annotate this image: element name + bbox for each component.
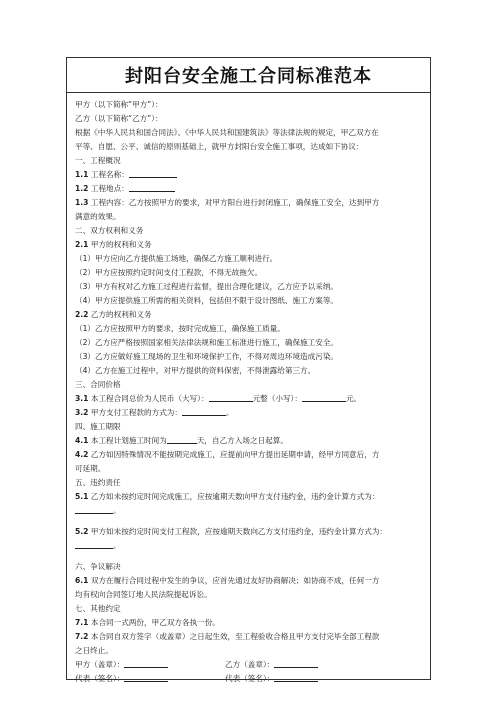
- fill-blank: [302, 392, 346, 402]
- clause-1-1: [75, 168, 424, 182]
- clause-text: 本合同自双方签字（或盖章）之日起生效，至工程验收合格且甲方支付完毕全部工程款: [90, 632, 380, 641]
- clause-5-2-cont: [75, 539, 424, 553]
- fill-blank: [129, 182, 175, 192]
- clause-text: 。: [113, 541, 121, 550]
- clause-number: 2.2: [75, 310, 89, 319]
- list-item: （4）乙方在施工过程中，对甲方提供的资料保密，不得泄露给第三方。: [75, 366, 316, 375]
- party-a-representative: [75, 672, 225, 686]
- clause-text: 。: [226, 408, 234, 417]
- clause-text: 本工程计划施工时间为: [90, 436, 167, 445]
- party-b-seal: [225, 658, 375, 672]
- section-1-heading: 一、工程概况: [75, 156, 121, 165]
- clause-number: 3.1: [75, 394, 89, 403]
- list-item: （2）乙方应严格按照国家相关法律法规和施工标准进行施工，确保施工安全。: [75, 338, 339, 347]
- clause-text: 本合同一式两份，甲乙双方各执一份。: [90, 618, 220, 627]
- list-item: （2）甲方应按照约定时间支付工程款，不得无故拖欠。: [75, 268, 263, 277]
- section-7-heading: 七、其他约定: [75, 604, 121, 613]
- spacer: [75, 553, 424, 560]
- fill-blank: [167, 434, 197, 444]
- signature-blank: [124, 658, 168, 668]
- list-item: （1）甲方应向乙方提供施工场地，确保乙方施工顺利进行。: [75, 254, 278, 263]
- section-5-heading: 五、违约责任: [75, 478, 121, 487]
- party-b-representative: [225, 672, 375, 686]
- clause-7-1: [75, 616, 424, 630]
- clause-5-1: [75, 490, 424, 504]
- clause-text: 乙方的权利和义务: [90, 310, 152, 319]
- section-2-heading: 二、双方权利和义务: [75, 226, 144, 235]
- list-item: （1）乙方应按照甲方的要求，按时完成施工，确保施工质量。: [75, 324, 285, 333]
- clause-text: 工程地点：: [90, 184, 129, 193]
- section-6-heading: 六、争议解决: [75, 562, 121, 571]
- clause-2-2: [75, 308, 424, 322]
- contract-body: [75, 98, 424, 686]
- clause-text: 甲方的权利和义务: [90, 240, 152, 249]
- clause-number: 4.2: [75, 450, 89, 459]
- signature-blank: [124, 672, 168, 682]
- clause-number: 1.2: [75, 184, 89, 193]
- signature-row-rep: [75, 672, 424, 686]
- signature-blank: [274, 672, 318, 682]
- clause-5-2: [75, 525, 424, 539]
- clause-text: 双方在履行合同过程中发生的争议，应首先通过友好协商解决；如协商不成，任何一方: [90, 576, 380, 585]
- section-3-heading: 三、合同价格: [75, 380, 121, 389]
- signature-row-seal: [75, 658, 424, 672]
- clause-3-2: [75, 406, 424, 420]
- signature-label: 甲方（盖章）：: [75, 660, 125, 669]
- clause-number: 5.2: [75, 527, 89, 536]
- fill-blank: [129, 168, 177, 178]
- clause-number: 1.1: [75, 170, 89, 179]
- title-row: [67, 58, 430, 93]
- clause-text: 元整（小写）：: [252, 394, 302, 403]
- party-a-line: 甲方（以下简称“甲方”）：: [75, 100, 163, 109]
- party-b-line: 乙方（以下简称“乙方”）：: [75, 114, 163, 123]
- fill-blank: [75, 504, 113, 514]
- list-item: （3）乙方应做好施工现场的卫生和环境保护工作，不得对周边环境造成污染。: [75, 352, 339, 361]
- fill-blank: [209, 392, 253, 402]
- signature-label: 乙方（盖章）：: [225, 660, 275, 669]
- clause-text: 元。: [345, 394, 362, 403]
- clause-text: 。: [113, 506, 121, 515]
- clause-4-1: [75, 434, 424, 448]
- page-title: 封阳台安全施工合同标准范本: [125, 66, 372, 87]
- clause-number: 7.1: [75, 618, 89, 627]
- clause-text: 乙方如因特殊情况不能按期完成施工，应提前向甲方提出延期申请，经甲方同意后，方: [90, 450, 380, 459]
- party-a-seal: [75, 658, 225, 672]
- signature-blank: [274, 658, 318, 668]
- fill-blank: [182, 406, 226, 416]
- clause-text: 甲方如未按约定时间支付工程款，应按逾期天数向乙方支付违约金，违约金计算方式为：: [90, 527, 388, 536]
- clause-text: 工程内容：乙方按照甲方的要求，对甲方阳台进行封闭施工，确保施工安全，达到甲方: [90, 198, 380, 207]
- spacer: [75, 518, 424, 525]
- fill-blank: [75, 539, 113, 549]
- list-item: （4）甲方应提供施工所需的相关资料，包括但不限于设计图纸、施工方案等。: [75, 296, 339, 305]
- clause-2-1: [75, 238, 424, 252]
- preamble-line-1: 根据《中华人民共和国合同法》、《中华人民共和国建筑法》等法律法规的规定，甲乙双方在: [75, 128, 379, 137]
- clause-5-1-cont: [75, 504, 424, 518]
- clause-number: 1.3: [75, 198, 89, 207]
- clause-number: 3.2: [75, 408, 89, 417]
- section-4-heading: 四、施工期限: [75, 422, 121, 431]
- clause-7-2: [75, 630, 424, 644]
- clause-3-1: [75, 392, 424, 406]
- clause-7-2-cont: 之日终止。: [75, 646, 113, 655]
- clause-number: 7.2: [75, 632, 89, 641]
- clause-1-3-cont: 满意的效果。: [75, 212, 121, 221]
- list-item: （3）甲方有权对乙方施工过程进行监督，提出合理化建议，乙方应予以采纳。: [75, 282, 339, 291]
- clause-6-1: [75, 574, 424, 588]
- clause-1-2: [75, 182, 424, 196]
- clause-1-3: [75, 196, 424, 210]
- preamble-line-2: 平等、自愿、公平、诚信的原则基础上，就甲方封阳台安全施工事项，达成如下协议：: [75, 142, 364, 151]
- clause-number: 2.1: [75, 240, 89, 249]
- clause-6-1-cont: 均有权向合同签订地人民法院提起诉讼。: [75, 590, 212, 599]
- clause-4-2: [75, 448, 424, 462]
- clause-text: 工程名称：: [90, 170, 129, 179]
- contract-frame: [66, 57, 431, 683]
- clause-number: 5.1: [75, 492, 89, 501]
- clause-number: 6.1: [75, 576, 89, 585]
- clause-text: 甲方支付工程款的方式为：: [90, 408, 182, 417]
- signature-label: 代表（签名）：: [75, 674, 125, 683]
- clause-number: 4.1: [75, 436, 89, 445]
- clause-text: 乙方如未按约定时间完成施工，应按逾期天数向甲方支付违约金，违约金计算方式为：: [90, 492, 380, 501]
- clause-text: 天，自乙方入场之日起算。: [196, 436, 288, 445]
- clause-4-2-cont: 可延期。: [75, 464, 106, 473]
- signature-label: 代表（签名）：: [225, 674, 275, 683]
- clause-text: 本工程合同总价为人民币（大写）：: [90, 394, 209, 403]
